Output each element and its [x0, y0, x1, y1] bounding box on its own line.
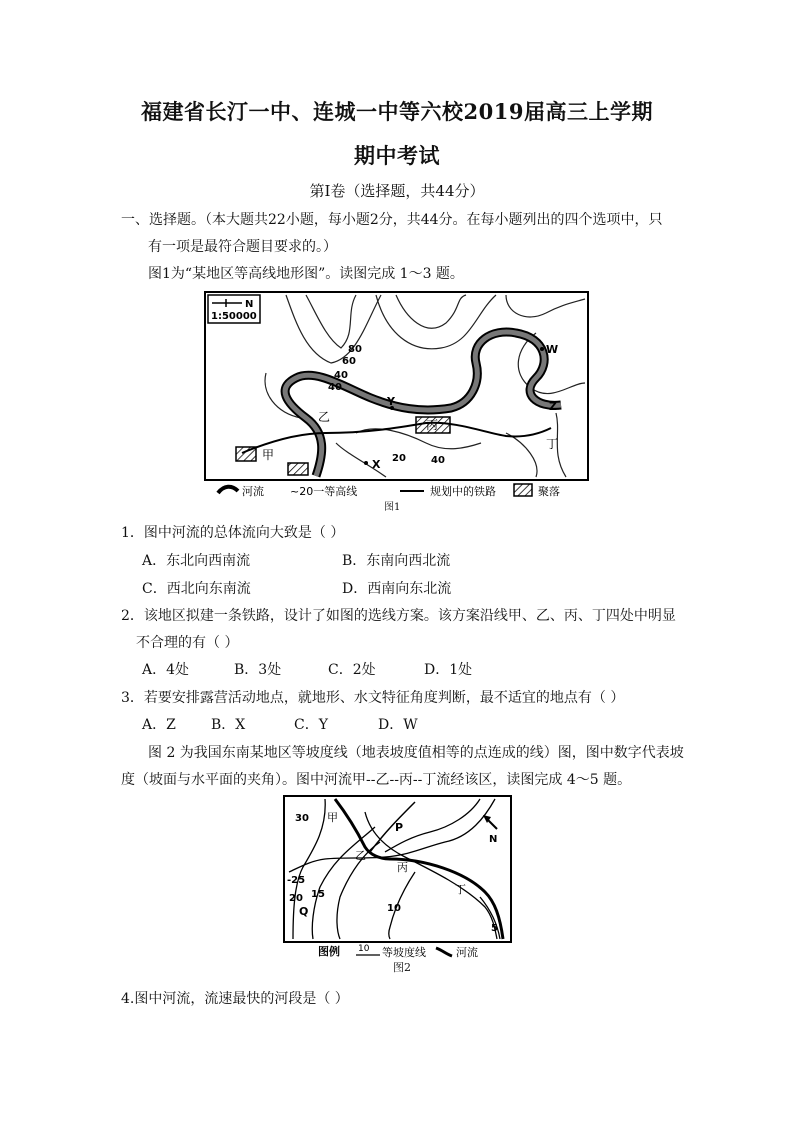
q2-option-a: A．4处 [142, 662, 190, 678]
fig2-place-q: Q [299, 905, 309, 918]
q3-option-c: C．Y [294, 717, 328, 733]
contour-label-40c: 40 [431, 455, 445, 466]
point-x: X [372, 458, 381, 471]
slope-label-15: 15 [311, 889, 325, 900]
fig2-place-ding: 丁 [455, 883, 466, 896]
slope-label-5: 5 [491, 923, 498, 934]
q1-option-a: A．东北向西南流 [142, 553, 251, 569]
part-intro-line2: 有一项是最符合题目要求的。） [148, 239, 337, 255]
q3-option-b: B．X [211, 717, 246, 733]
slope-label-25: -25 [287, 875, 306, 886]
section-heading: 第Ⅰ卷（选择题，共44分） [309, 182, 485, 200]
q1-option-b: B．东南向西北流 [342, 553, 451, 569]
figure2-caption: 图2 [393, 961, 411, 974]
q2-stem-line1: 2．该地区拟建一条铁路，设计了如图的选线方案。该方案沿线甲、乙、丙、丁四处中明显 [121, 608, 676, 624]
page-title: 福建省长汀一中、连城一中等六校2019届高三上学期 [141, 99, 653, 124]
figure1-intro: 图1为“某地区等高线地形图”。读图完成 1～3 题。 [148, 266, 464, 282]
fig2-place-bing: 丙 [397, 861, 408, 874]
q3-stem: 3．若要安排露营活动地点，就地形、水文特征角度判断，最不适宜的地点有（ ） [121, 690, 625, 706]
q1-stem: 1．图中河流的总体流向大致是（ ） [121, 525, 345, 541]
fig2-place-jia: 甲 [327, 811, 338, 824]
point-y: Y [387, 395, 395, 408]
fig2-place-p: P [395, 821, 404, 834]
place-jia: 甲 [262, 448, 275, 462]
scale-label: 1:50000 [211, 311, 257, 322]
q3-option-d: D．W [378, 717, 418, 733]
point-w: W [546, 343, 559, 356]
q2-option-c: C．2处 [328, 662, 376, 678]
fig2-north: N [489, 834, 498, 845]
figure1-caption: 图1 [384, 502, 401, 513]
legend-settlement: 聚落 [538, 485, 560, 498]
q2-option-d: D．1处 [424, 662, 473, 678]
fig2-intro-line1: 图 2 为我国东南某地区等坡度线（地表坡度值相等的点连成的线）图，图中数字代表坡 [148, 745, 684, 761]
contour-label-40b: 40 [328, 382, 342, 393]
figure2-map [283, 795, 512, 943]
contour-label-20: 20 [392, 453, 406, 464]
slope-label-10: 10 [387, 903, 401, 914]
q2-option-b: B．3处 [234, 662, 282, 678]
legend2-slope: 等坡度线 [382, 946, 426, 959]
fig2-intro-line2: 度（坡面与水平面的夹角）。图中河流甲--乙--丙--丁流经该区，读图完成 4～5 题。 [121, 772, 632, 788]
q1-option-c: C．西北向东南流 [142, 581, 251, 597]
figure2-legend [318, 942, 498, 960]
slope-label-30: 30 [295, 813, 309, 824]
legend2-slope-num: 10 [358, 944, 370, 954]
north-label: N [245, 299, 254, 310]
legend2-river: 河流 [456, 946, 478, 959]
contour-label-80: 80 [348, 344, 362, 355]
figure1-svg [206, 293, 587, 479]
q3-option-a: A．Z [142, 717, 176, 733]
contour-label-40a: 40 [334, 370, 348, 381]
place-yi: 乙 [318, 410, 331, 424]
part-intro-line1: 一、选择题。（本大题共22小题，每小题2分，共44分。在每小题列出的四个选项中，只 [121, 212, 663, 228]
q4-stem: 4.图中河流，流速最快的河段是（ ） [121, 991, 349, 1007]
place-ding: 丁 [546, 437, 559, 451]
q1-option-d: D．西南向东北流 [342, 581, 452, 597]
page-subtitle: 期中考试 [354, 143, 440, 168]
slope-label-20: 20 [289, 893, 303, 904]
figure1-map [204, 291, 589, 481]
place-bing: 丙 [426, 418, 439, 432]
legend-rail: 规划中的铁路 [430, 485, 496, 498]
q2-stem-line2: 不合理的有（ ） [136, 635, 239, 651]
fig2-place-yi: 乙 [355, 849, 366, 862]
point-z: Z [549, 400, 557, 413]
figure1-legend [214, 481, 584, 499]
legend2-title: 图例 [318, 945, 340, 958]
figure2-svg [285, 797, 510, 941]
contour-label-60: 60 [342, 356, 356, 367]
legend-river: 河流 [242, 485, 264, 498]
legend-contour: ~20一等高线 [290, 485, 358, 498]
